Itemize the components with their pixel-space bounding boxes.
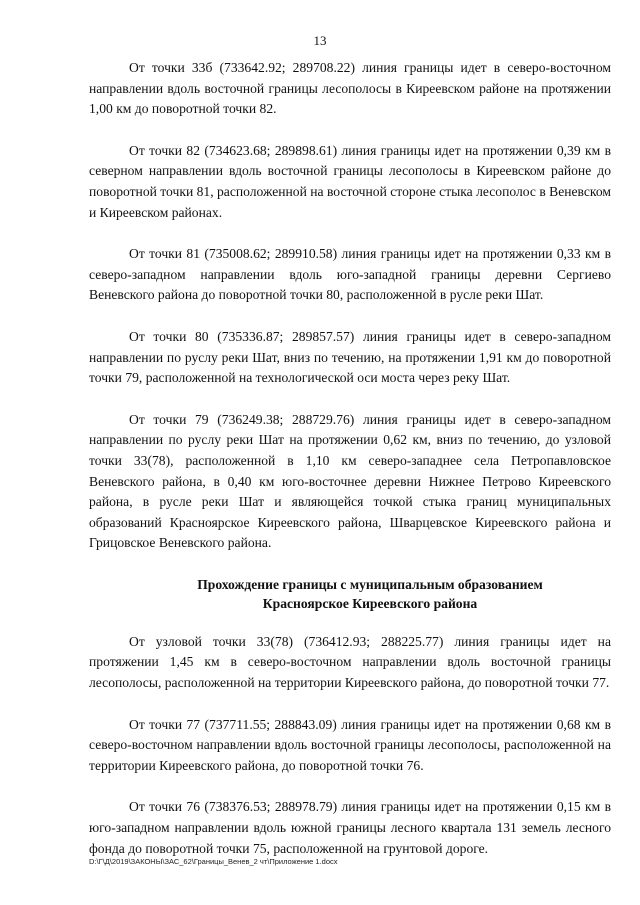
paragraph: От точки 77 (737711.55; 288843.09) линия границы идет на протяжении 0,68 км в северо-восточном направлении вдоль восточной границы лесополосы, расположенной на территории Киреевского района, до поворотной точки 76. [89, 716, 611, 773]
file-path-footer: D:\Г\Д\2019\ЗАКОНЫ\ЗАС_62\Границы_Венев_2 чт\Приложение 1.docx [89, 857, 338, 866]
paragraph: От точки 79 (736249.38; 288729.76) линия границы идет в северо-западном направлении по руслу реки Шат на протяжении 0,62 км, вниз по течению, до узловой точки 33(78), расположенной в 1,10 км северо-западнее села Петропавловское Веневского района, в 0,40 км юго-восточнее деревни Нижнее Петрово Киреевского района, в русле реки Шат и являющейся точкой стыка границ муниципальных образований Красноярское Киреевского района, Шварцевское Киреевского района и Грицовское Веневского района. [89, 411, 611, 551]
paragraph: От точки 81 (735008.62; 289910.58) линия границы идет на протяжении 0,33 км в северо-западном направлении вдоль юго-западной границы деревни Сергиево Веневского района до поворотной точки 80, расположенной в русле реки Шат. [89, 246, 611, 303]
paragraph: От точки 82 (734623.68; 289898.61) линия границы идет на протяжении 0,39 км в северном направлении вдоль восточной границы лесополосы в Киреевском районе до поворотной точки 81, расположенной на восточной стороне стыка лесополос в Веневском и Киреевском районах. [89, 142, 611, 220]
document-body [89, 58, 611, 859]
paragraph: От точки 80 (735336.87; 289857.57) линия границы идет в северо-западном направлении по руслу реки Шат, вниз по течению, на протяжении 1,91 км до поворотной точки 79, расположенной на технологической оси моста через реку Шат. [89, 328, 611, 386]
paragraph: От точки 76 (738376.53; 288978.79) линия границы идет на протяжении 0,15 км в юго-западном направлении вдоль южной границы лесного квартала 131 земель лесного фонда до поворотной точки 75, расположенной на грунтовой дороге. [89, 799, 611, 856]
section-heading-line: Красноярское Киреевского района [262, 596, 478, 612]
section-heading [89, 575, 611, 614]
section-heading-line: Прохождение границы с муниципальным образованием [197, 576, 543, 592]
paragraph: От точки 33б (733642.92; 289708.22) линия границы идет в северо-восточном направлении вдоль восточной границы лесополосы в Киреевском районе на протяжении 1,00 км до поворотной точки 82. [89, 60, 611, 117]
paragraph: От узловой точки 33(78) (736412.93; 288225.77) линия границы идет на протяжении 1,45 км в северо-восточном направлении вдоль восточной границы лесополосы, расположенной на территории Киреевского района, до поворотной точки 77. [89, 633, 611, 691]
page-number: 13 [313, 33, 327, 48]
